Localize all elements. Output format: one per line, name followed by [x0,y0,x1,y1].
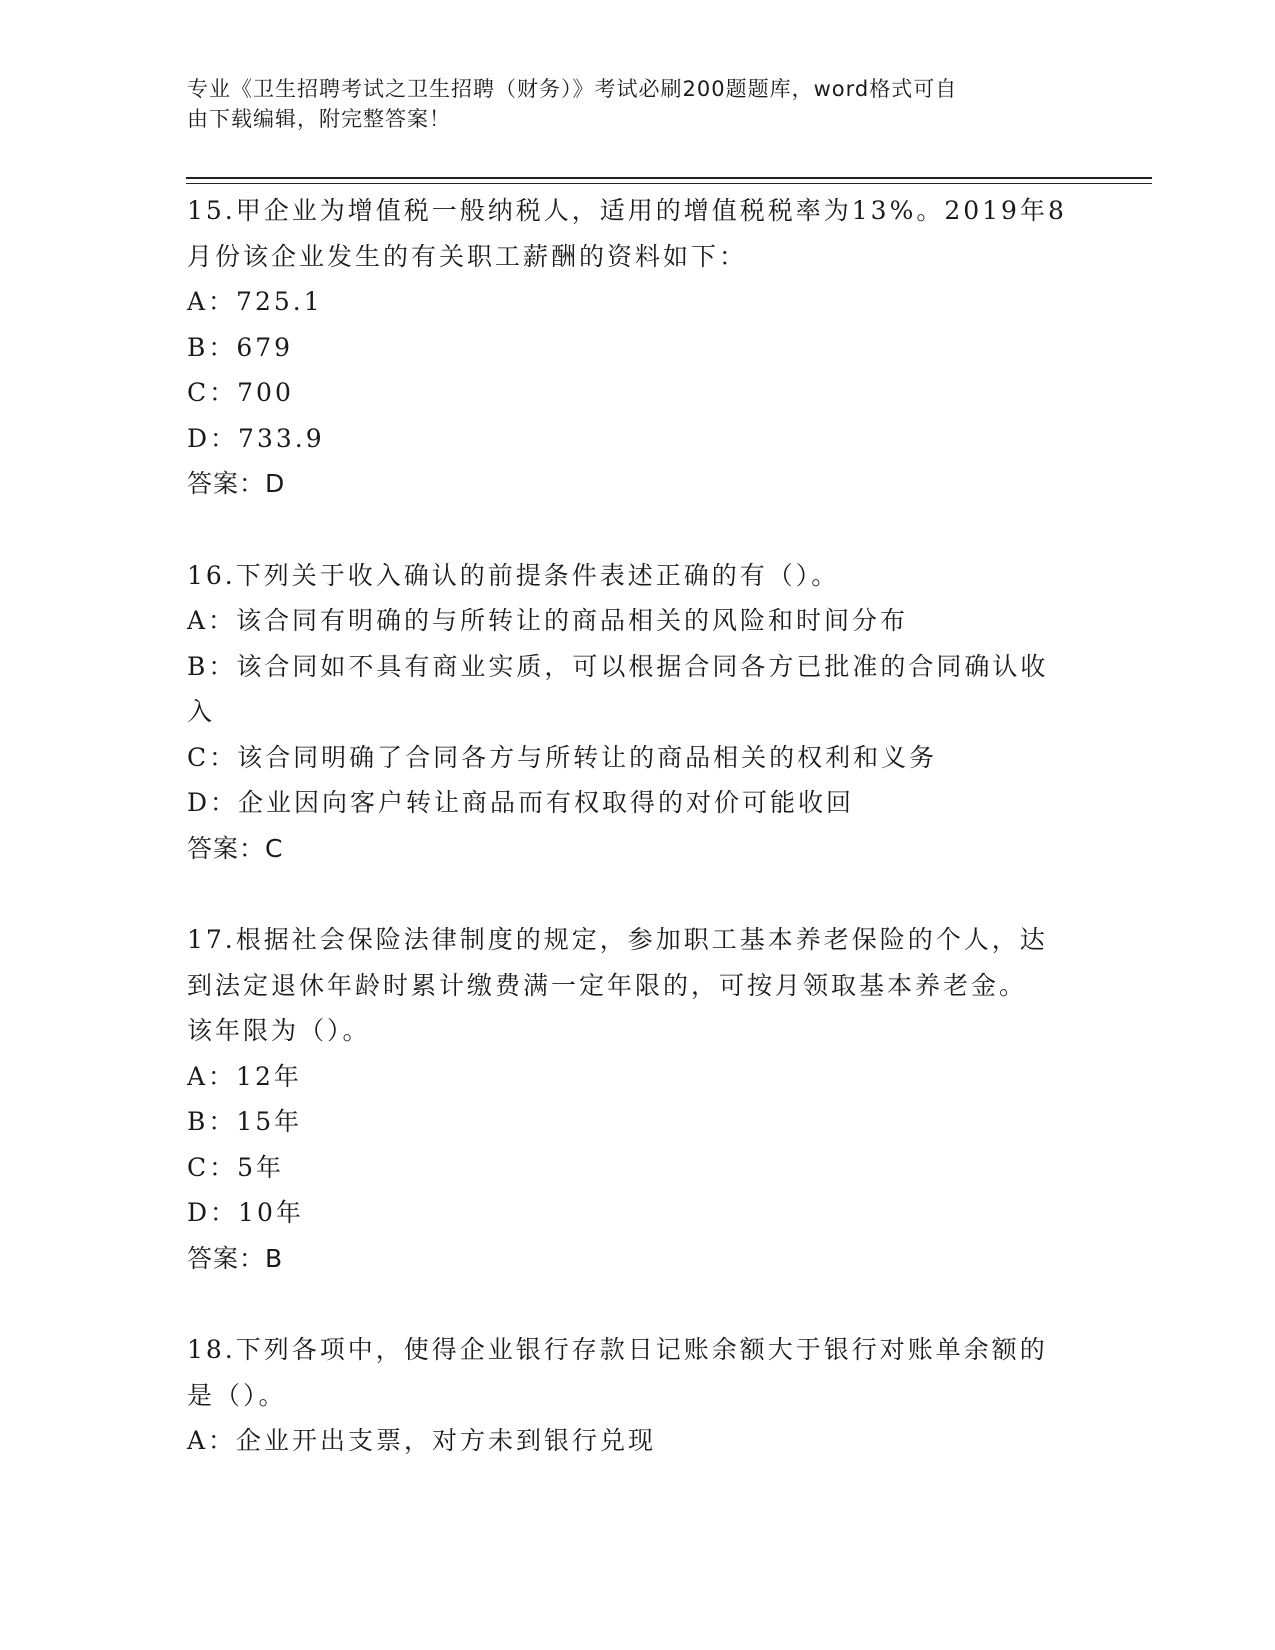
question-stem-line: 16.下列关于收入确认的前提条件表述正确的有（）。 [187,560,840,590]
answer-option: C：700 [187,378,294,407]
answer-option: A：12年 [187,1061,302,1091]
answer-option: B：679 [187,332,294,362]
question-stem-line: 17.根据社会保险法律制度的规定，参加职工基本养老保险的个人，达 [187,925,1048,954]
answer-option: B：15年 [187,1107,303,1136]
answer-option: B：该合同如不具有商业实质，可以根据合同各方已批准的合同确认收 [187,651,1049,681]
question-item [187,917,1087,1281]
question-item [187,553,1087,872]
question-stem-line: 月份该企业发生的有关职工薪酬的资料如下： [187,241,748,271]
question-item [187,1327,1087,1464]
answer-key: 答案：B [187,1243,284,1273]
answer-option: 入 [187,697,216,726]
answer-option: D：企业因向客户转让商品而有权取得的对价可能收回 [187,788,855,817]
answer-option: C：该合同明确了合同各方与所转让的商品相关的权利和义务 [187,742,938,772]
answer-key: 答案：D [187,469,286,498]
document-header [187,74,1067,134]
answer-key: 答案：C [187,833,284,863]
header-line-1: 专业《卫生招聘考试之卫生招聘（财务）》考试必刷200题题库，word格式可自 [187,77,958,101]
question-item [187,188,1087,507]
question-stem-line: 到法定退休年龄时累计缴费满一定年限的，可按月领取基本养老金。 [187,970,1028,1000]
header-divider-thick [186,177,1152,179]
question-list [187,188,1087,1510]
question-stem-line: 18.下列各项中，使得企业银行存款日记账余额大于银行对账单余额的 [187,1335,1048,1364]
answer-option: A：企业开出支票，对方未到银行兑现 [187,1426,657,1455]
question-stem-line: 该年限为（）。 [187,1016,371,1045]
header-divider-thin [186,183,1152,184]
answer-option: A：725.1 [187,287,323,316]
answer-option: C：5年 [187,1152,285,1182]
answer-option: D：10年 [187,1198,304,1227]
question-stem-line: 是（）。 [187,1380,287,1410]
answer-option: D：733.9 [187,423,325,453]
answer-option: A：该合同有明确的与所转让的商品相关的风险和时间分布 [187,606,909,635]
question-stem-line: 15.甲企业为增值税一般纳税人，适用的增值税税率为13%。2019年8 [187,196,1067,225]
header-line-2: 由下载编辑，附完整答案！ [187,107,451,131]
